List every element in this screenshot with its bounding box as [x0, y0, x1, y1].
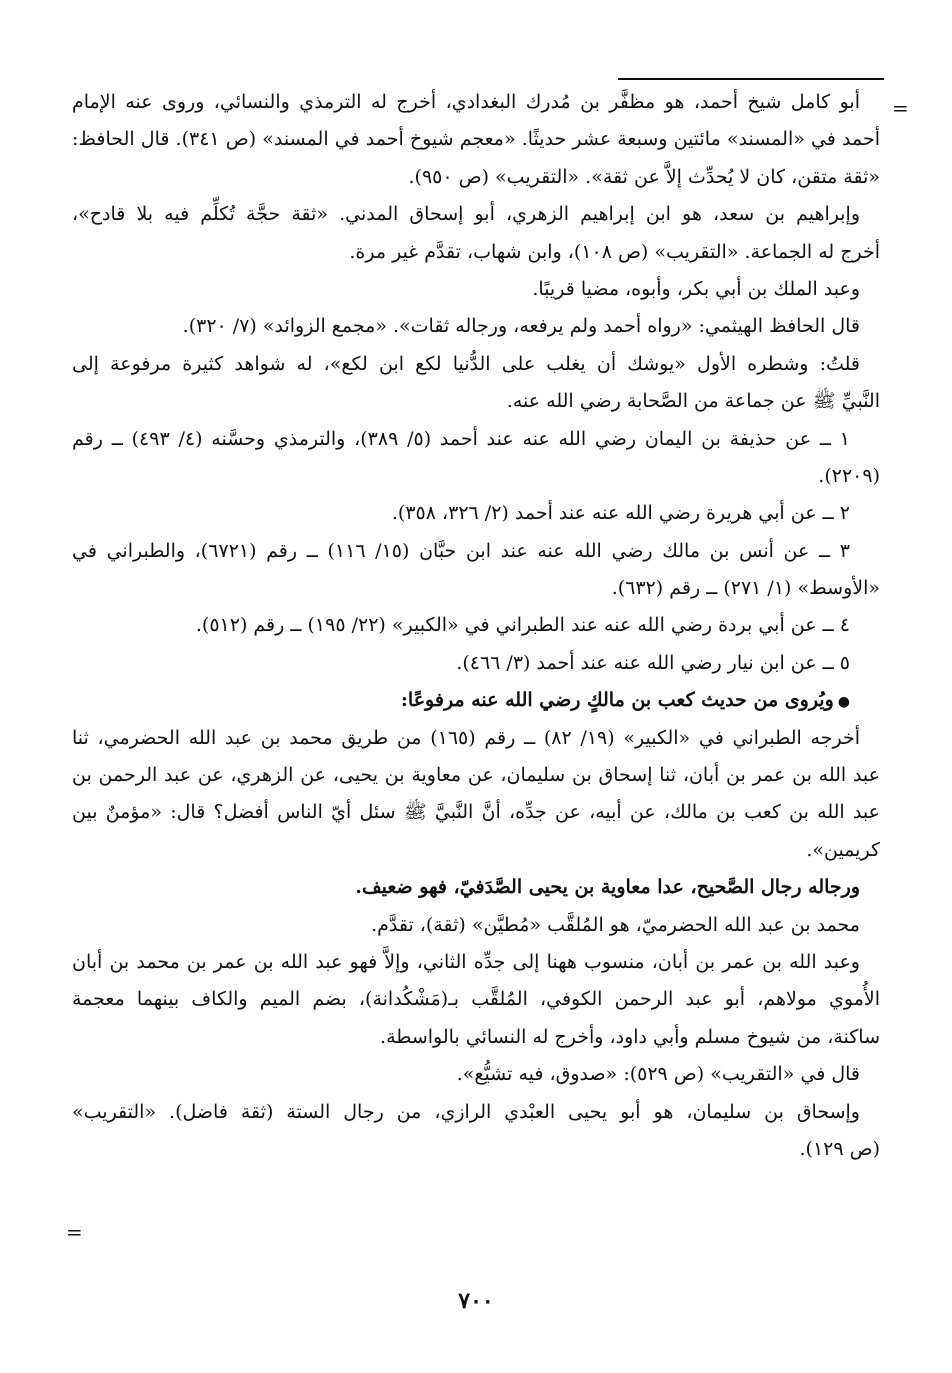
text-line: وعبد الله بن عمر بن أبان، منسوب ههنا إلى جدِّه الثاني، وإلاَّ فهو عبد الله بن عمر بن محمد بن أبان [72, 950, 860, 973]
text-line: ٣ ــ عن أنس بن مالك رضي الله عنه عند ابن حبَّان (١٥/ ١١٦) ــ رقم (٦٧٢١)، والطبراني في [72, 539, 851, 562]
text-line: (٢٢٠٩). [818, 464, 880, 487]
text-line: كريمين». [806, 838, 880, 861]
text-line: أحمد في «المسند» مائتين وسبعة عشر حديثًا. «معجم شيوخ أحمد في المسند» (ص ٣٤١). قال الحافظ: [72, 128, 880, 151]
text-line: عبد الله بن عمر بن أبان، ثنا إسحاق بن سليمان، عن معاوية بن يحيى، عن الزهري، عن عبد الرحمن بن [72, 764, 880, 787]
text-line: «الأوسط» (١/ ٢٧١) ــ رقم (٦٣٢). [611, 577, 880, 600]
section-heading [72, 682, 880, 719]
text-line: ٤ ــ عن أبي بردة رضي الله عنه عند الطبراني في «الكبير» (٢٢/ ١٩٥) ــ رقم (٥١٢). [195, 614, 850, 637]
text-line: قال الحافظ الهيثمي: «رواه أحمد ولم يرفعه، ورجاله ثقات». «مجمع الزوائد» (٧/ ٣٢٠). [182, 315, 860, 338]
footnote-separator-rule [618, 78, 884, 80]
text-line: وإبراهيم بن سعد، هو ابن إبراهيم الزهري، أبو إسحاق المدني. «ثقة حجَّة تُكلِّم فيه بلا قادح»، [72, 203, 860, 226]
text-line: «ثقة متقن، كان لا يُحدِّث إلاَّ عن ثقة». «التقريب» (ص ٩٥٠). [408, 165, 880, 188]
page-number: ٧٠٠ [458, 1288, 494, 1314]
section-heading-text: ويُروى من حديث كعب بن مالكٍ رضي الله عنه مرفوعًا: [400, 689, 834, 712]
text-line: (ص ١٢٩). [799, 1137, 880, 1160]
text-line: أخرج له الجماعة. «التقريب» (ص ١٠٨)، وابن شهاب، تقدَّم غير مرة. [349, 240, 880, 263]
text-line: وإسحاق بن سليمان، هو أبو يحيى العبْدي الرازي، من رجال الستة (ثقة فاضل). «التقريب» [72, 1100, 860, 1123]
text-line: ٢ ــ عن أبي هريرة رضي الله عنه عند أحمد (٢/ ٣٢٦، ٣٥٨). [391, 502, 850, 525]
text-line: ١ ــ عن حذيفة بن اليمان رضي الله عنه عند أحمد (٥/ ٣٨٩)، والترمذي وحسَّنه (٤/ ٤٩٣) ــ رقم [72, 427, 850, 450]
footnote-text [72, 84, 880, 1168]
text-line: أبو كامل شيخ أحمد، هو مظفَّر بن مُدرك البغدادي، أخرج له الترمذي والنسائي، وروى عنه الإمام [72, 91, 860, 113]
continuation-mark-top: = [892, 96, 909, 120]
continuation-mark-bottom: = [66, 1220, 83, 1244]
text-line: قلتُ: وشطره الأول «يوشك أن يغلب على الدُّنيا لكع ابن لكع»، له شواهد كثيرة مرفوعة إلى [72, 352, 860, 375]
bullet-icon: ● [837, 694, 850, 711]
text-line: قال في «التقريب» (ص ٥٢٩): «صدوق، فيه تشيُّع». [456, 1063, 860, 1086]
text-line: أخرجه الطبراني في «الكبير» (١٩/ ٨٢) ــ رقم (١٦٥) من طريق محمد بن عبد الله الحضرمي، ثنا [72, 726, 860, 749]
text-line: عبد الله بن كعب بن مالك، عن أبيه، عن جدِّه، أنَّ النَّبيَّ ﷺ سئل أيّ الناس أفضل؟ قال: «مؤمنٌ بين [72, 801, 880, 824]
text-line: وعبد الملك بن أبي بكر، وأبوه، مضيا قريبًا. [532, 277, 860, 300]
text-line: محمد بن عبد الله الحضرميّ، هو المُلقَّب «مُطيَّن» (ثقة)، تقدَّم. [371, 913, 860, 936]
text-line: ٥ ــ عن ابن نيار رضي الله عنه عند أحمد (٣/ ٤٦٦). [456, 651, 850, 674]
text-line: ساكنة، من شيوخ مسلم وأبي داود، وأخرج له النسائي بالواسطة. [380, 1025, 880, 1048]
text-line: الأُموي مولاهم، أبو عبد الرحمن الكوفي، المُلقَّب بـ(مَشْكُدانة)، بضم الميم والكاف بينهما معجمة [72, 988, 880, 1011]
text-line-bold: ورجاله رجال الصَّحيح، عدا معاوية بن يحيى الصَّدَفيّ، فهو ضعيف. [355, 876, 860, 899]
text-line: النَّبيِّ ﷺ عن جماعة من الصَّحابة رضي الله عنه. [506, 390, 880, 413]
